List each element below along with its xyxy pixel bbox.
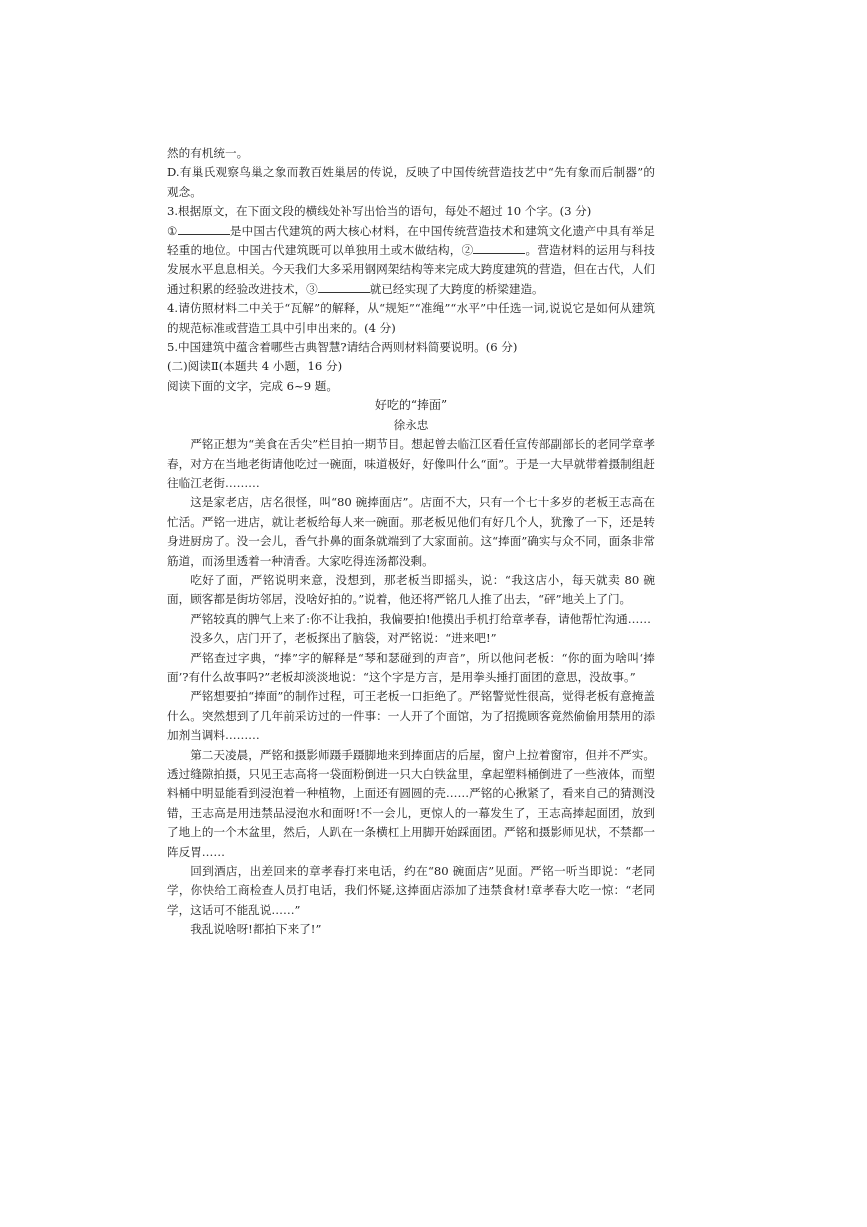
story-paragraph: 严铭较真的脾气上来了:你不让我拍，我偏要拍!他摸出手机打给章孝春，请他帮忙沟通…… xyxy=(190,611,651,626)
story-author: 徐永忠 xyxy=(393,417,429,432)
passage-part-2: 。营造材料的运用与科技发展水平息息相关。今天我们大多采用钢网架结构等来完成大跨度建筑的营造，但在古代，人们通过积累的经验改进技术，③ xyxy=(167,243,655,296)
option-d: D.有巢氏观察鸟巢之象而教百姓巢居的传说，反映了中国传统营造技艺中“先有象而后制器”的观念。 xyxy=(167,165,655,199)
passage-part-1: 是中国古代建筑的两大核心材料，在中国传统营造技术和建筑文化遗产中具有举足轻重的地位。中国古代建筑既可以单独用土或木做结构，② xyxy=(167,223,655,258)
story-paragraph: 严铭想要拍“捧面”的制作过程，可王老板一口拒绝了。严铭警觉性很高，觉得老板有意掩盖什么。突然想到了几年前采访过的一件事：一人开了个面馆，为了招揽顾客竟然偷偷用禁用的添加剂当调料……… xyxy=(167,689,655,743)
blank-label-1: ① xyxy=(167,223,178,238)
story-paragraph: 严铭正想为“美食在舌尖”栏目拍一期节目。想起曾去临江区看任宣传部副部长的老同学章孝春，对方在当地老街请他吃过一碗面，味道极好，好像叫什么“面”。于是一大早就带着摄制组赶往临江老街……… xyxy=(167,437,655,490)
story-paragraph: 第二天凌晨，严铭和摄影师蹑手蹑脚地来到捧面店的后屋，窗户上拉着窗帘，但并不严实。透过缝隙拍摄，只见王志高将一袋面粉倒进一只大白铁盆里，拿起塑料桶倒进了一些液体，而塑料桶中明显能看到浸泡着一种植物，上面还有圆圆的壳……严铭的心揪紧了，看来自己的猜测没错，王志高是用违禁品浸泡水和面呀!不一会儿，更惊人的一幕发生了，王志高捧起面团，放到了地上的一个木盆里，然后，人趴在一条横杠上用脚开始踩面团。严铭和摄影师见状，不禁都一阵反胃…… xyxy=(167,747,655,859)
story-paragraph: 回到酒店，出差回来的章孝春打来电话，约在“80 碗面店”见面。严铭一听当即说：“老同学，你快给工商检查人员打电话，我们怀疑,这捧面店添加了违禁食材!章孝春大吃一惊：“老同学，这话可不能乱说……” xyxy=(167,864,655,917)
question-3-passage xyxy=(167,222,655,300)
reading-instruction: 阅读下面的文字，完成 6~9 题。 xyxy=(167,378,338,393)
text-line: 然的有机统一。 xyxy=(167,146,249,160)
story-paragraph: 这是家老店，店名很怪，叫“80 碗捧面店”。店面不大，只有一个七十多岁的老板王志高在忙活。严铭一进店，就让老板给每人来一碗面。那老板见他们有好几个人，犹豫了一下，还是转身进厨房了。没一会儿，香气扑鼻的面条就端到了大家面前。这“捧面”确实与众不同，面条非常筋道，而汤里透着一种清香。大家吃得连汤都没剩。 xyxy=(167,495,655,568)
question-3: 3.根据原文，在下面文段的横线处补写出恰当的语句，每处不超过 10 个字。(3 分) xyxy=(167,204,592,219)
question-4: 4.请仿照材料二中关于“瓦解”的解释，从“规矩”“准绳”“水平”中任选一词,说说它是如何从建筑的规范标准或营造工具中引申出来的。(4 分) xyxy=(167,301,655,335)
story-paragraph: 没多久，店门开了，老板探出了脑袋，对严铭说：“进来吧!” xyxy=(190,631,497,646)
story-title: 好吃的“捧面” xyxy=(374,398,448,413)
passage-part-3: 就已经实现了大跨度的桥梁建造。 xyxy=(369,281,544,296)
story-paragraph: 严铭查过字典，“捧”字的解释是“琴和瑟碰到的声音”，所以他问老板：“你的面为啥叫‘捧面’?有什么故事吗?”老板却淡淡地说：“这个字是方言，是用拳头捶打面团的意思，没故事。” xyxy=(167,650,655,684)
answer-blank-2[interactable] xyxy=(473,243,525,254)
answer-blank-1[interactable] xyxy=(178,224,230,235)
story-paragraph: 吃好了面，严铭说明来意，没想到，那老板当即摇头，说：“我这店小，每天就卖 80 碗面，顾客都是街坊邻居，没啥好拍的。”说着，他还将严铭几人推了出去，“砰”地关上了门。 xyxy=(167,572,655,607)
section-heading: (二)阅读Ⅱ(本题共 4 小题，16 分) xyxy=(167,359,343,374)
question-5: 5.中国建筑中蕴含着哪些古典智慧?请结合两则材料简要说明。(6 分) xyxy=(167,340,518,355)
story-paragraph: 我乱说啥呀!都拍下来了!” xyxy=(190,922,322,937)
answer-blank-3[interactable] xyxy=(318,282,370,293)
text-column xyxy=(167,144,655,940)
